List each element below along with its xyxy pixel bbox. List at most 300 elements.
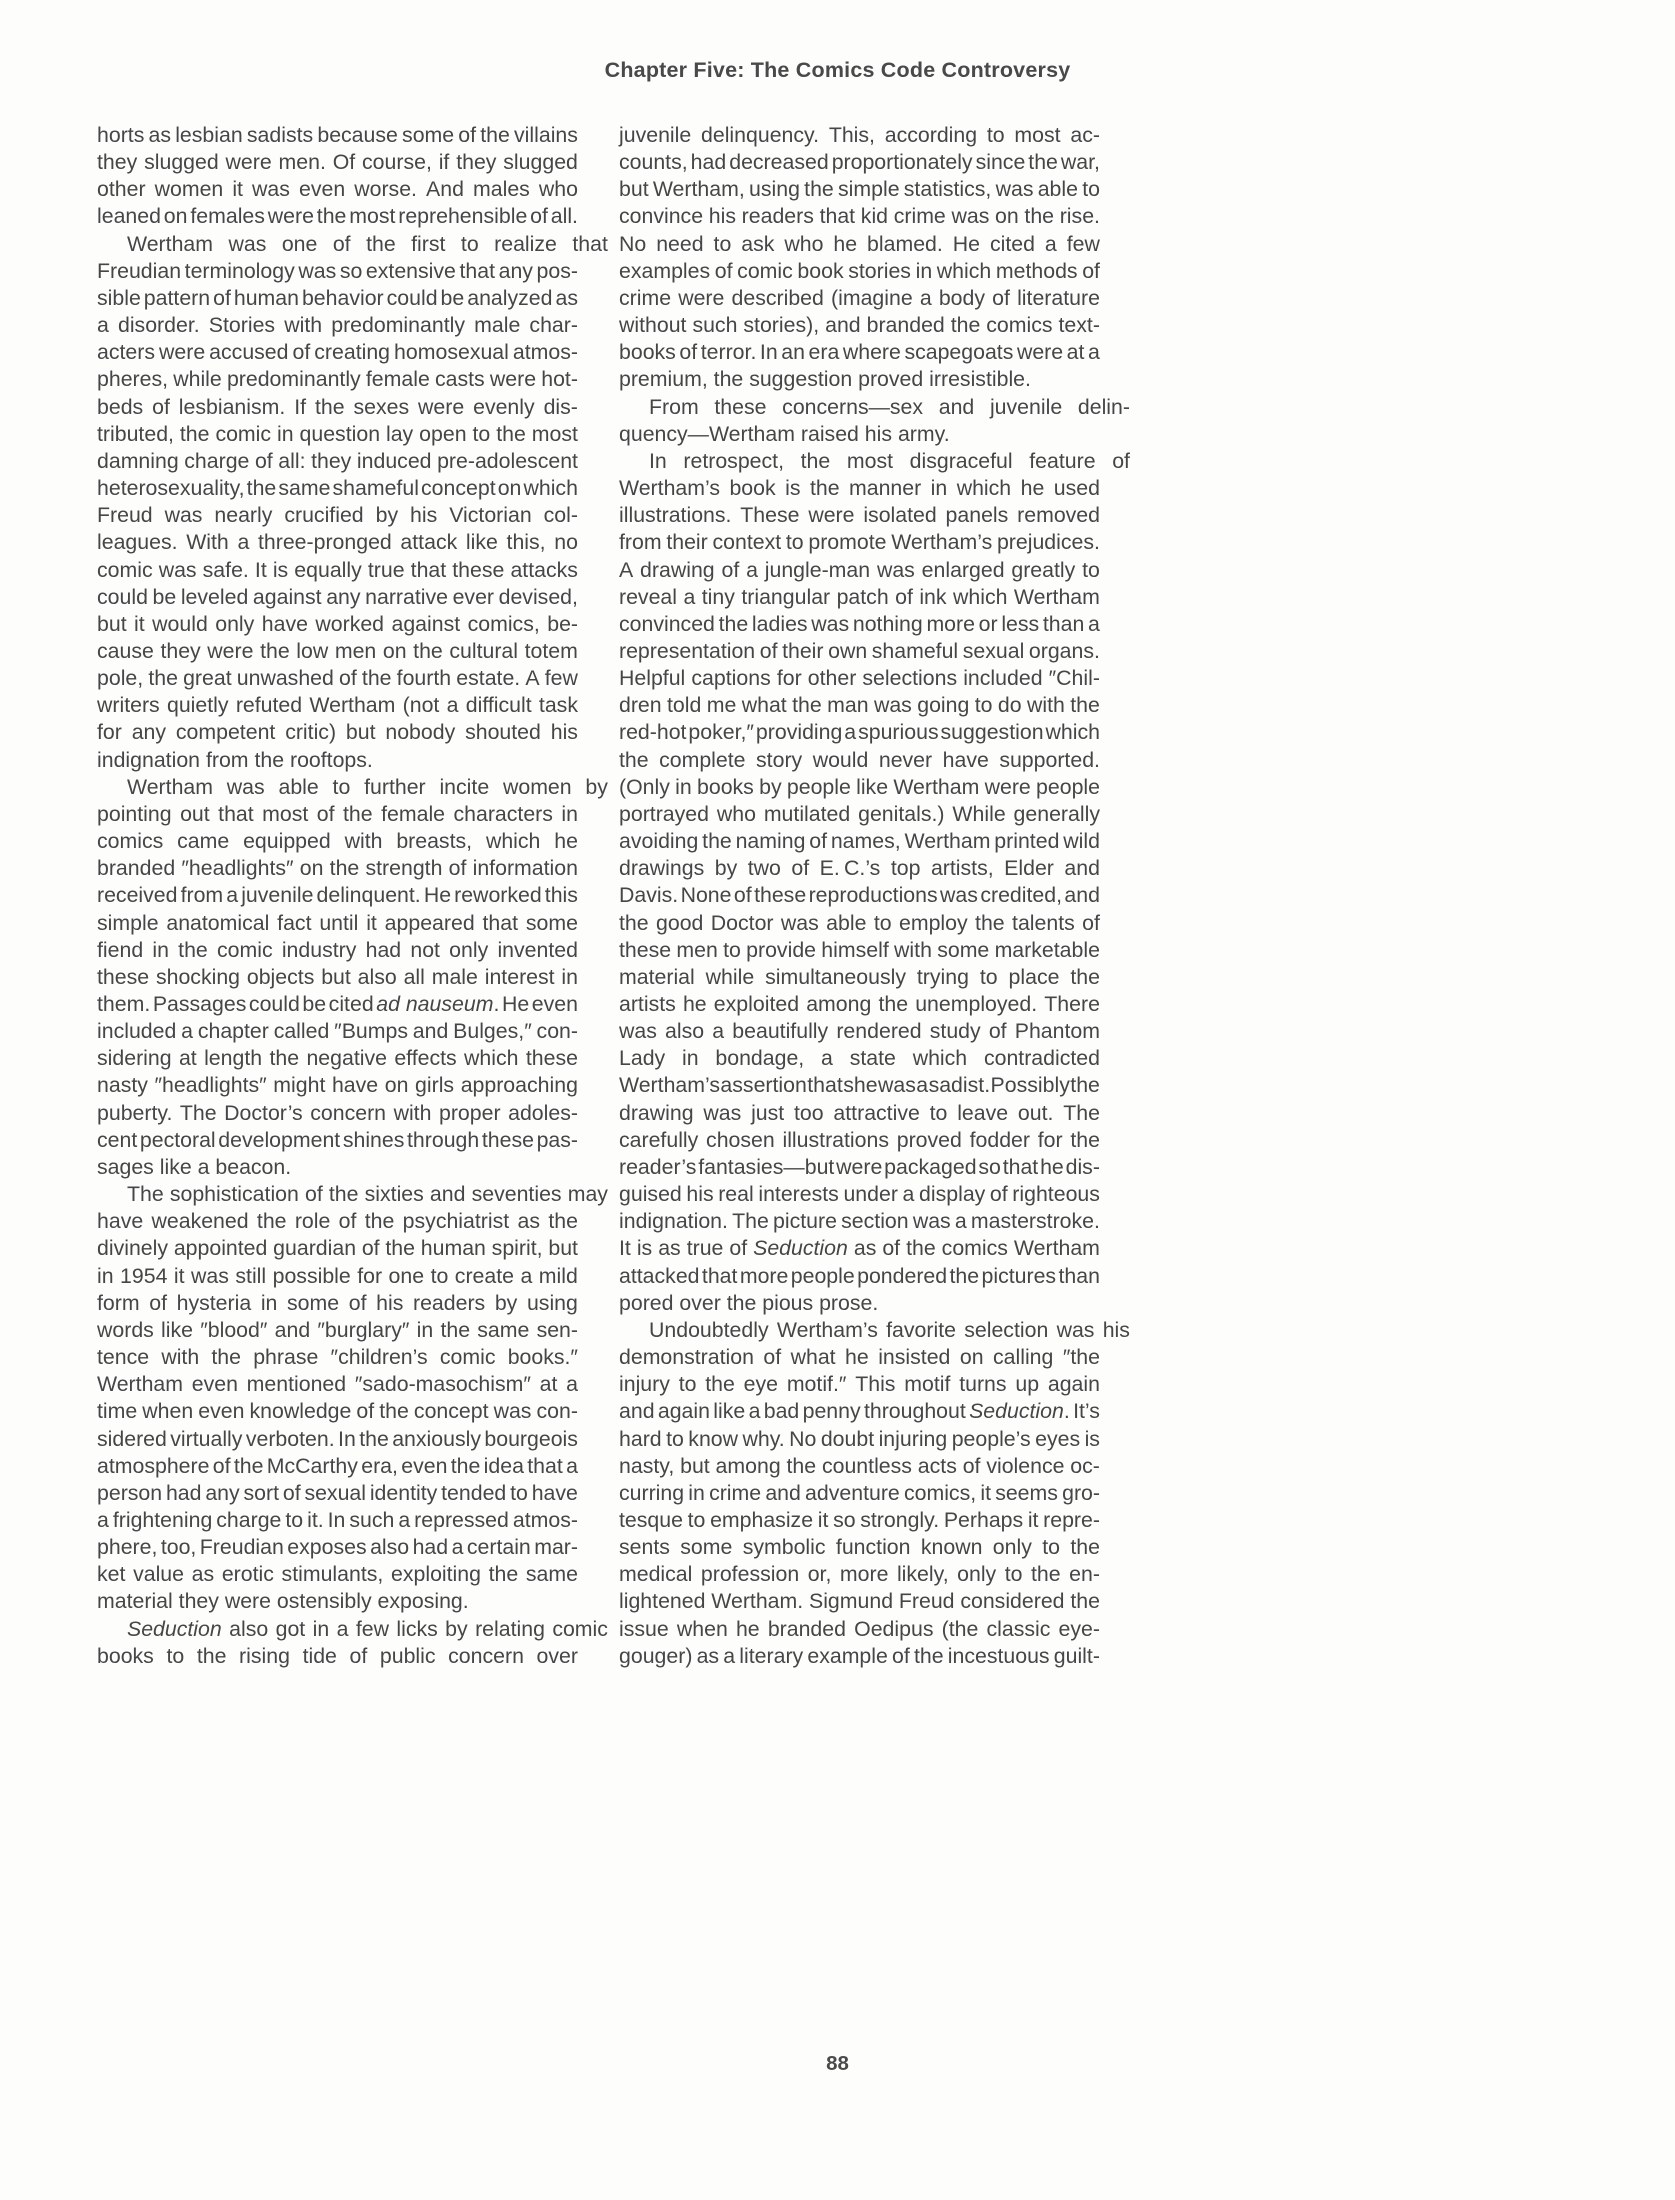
text-word: pondered (857, 1263, 948, 1288)
text-word: too, (160, 1535, 197, 1560)
text-word: juvenile (241, 883, 314, 908)
text-word: Elder (1004, 856, 1054, 881)
text-word: methods (995, 258, 1078, 283)
text-word: illustrations. (619, 503, 732, 528)
text-word: was (873, 693, 912, 718)
text-word: slugged (503, 150, 578, 175)
text-word: predominantly (331, 313, 465, 338)
text-word: sophistication (169, 1182, 299, 1207)
text-word: against (252, 584, 322, 609)
text-word: reader’s (619, 1154, 697, 1179)
text-word: Wertham. (711, 1589, 804, 1614)
text-word: wild (1063, 829, 1100, 854)
text-word: (the (941, 1616, 979, 1641)
text-word: a (336, 1616, 349, 1641)
text-word: just (751, 1100, 785, 1125)
text-word: juvenile (619, 123, 692, 147)
text-line (619, 502, 1100, 529)
text-word: crime (619, 285, 672, 310)
text-word: motif (904, 1372, 951, 1397)
text-word: to (873, 910, 892, 935)
text-line (97, 1235, 578, 1262)
text-word: of (332, 231, 351, 256)
text-word: The (732, 1209, 769, 1234)
text-line (97, 475, 578, 502)
text-word: attacked (619, 1263, 700, 1288)
text-word: hysteria (176, 1290, 252, 1315)
text-word: story (756, 747, 803, 772)
text-word: drawing (619, 1100, 694, 1125)
text-word: a (748, 1399, 761, 1424)
text-word: of (348, 1290, 367, 1315)
text-word: against (391, 611, 461, 636)
text-word: profession (700, 1562, 800, 1587)
text-word: red-hot (619, 720, 687, 745)
text-word: was (703, 1100, 742, 1125)
text-word: branded (767, 1616, 846, 1641)
text-word: other (807, 666, 857, 691)
text-word: the (385, 1236, 415, 1261)
text-word: concept (421, 476, 496, 501)
text-word: the (480, 123, 510, 147)
text-word: indignation. (619, 1209, 728, 1234)
text-word: Wertham (893, 774, 980, 799)
text-word: the (548, 1209, 578, 1234)
text-word: was (995, 177, 1034, 202)
text-word: his (708, 204, 736, 229)
text-word: could (386, 285, 438, 310)
text-line (97, 638, 578, 665)
text-word: great (183, 666, 232, 691)
text-word: own (828, 638, 868, 663)
text-word: frightening (112, 1507, 213, 1532)
text-line (97, 557, 578, 584)
text-word: me (706, 693, 737, 718)
text-word: motif.″ (786, 1372, 847, 1397)
text-word: might (273, 1073, 326, 1098)
text-word: ″Chil- (1048, 666, 1100, 691)
text-word: comic (216, 937, 273, 962)
text-word: from (619, 530, 662, 555)
text-word: first (411, 231, 446, 256)
text-line (97, 149, 578, 176)
text-word: gouger) (619, 1643, 693, 1668)
text-word: the (413, 638, 443, 663)
text-word: Victorian (449, 503, 532, 528)
text-word: refuted (235, 693, 303, 718)
text-word: few (355, 1616, 389, 1641)
text-line (97, 285, 578, 312)
text-word: of (458, 123, 477, 147)
text-word: among (715, 1453, 781, 1478)
text-word: isolated (863, 503, 937, 528)
text-word: context (712, 530, 782, 555)
text-word: crucified (284, 503, 364, 528)
text-word: a (566, 1453, 578, 1478)
text-word: the (1028, 150, 1058, 175)
text-word: where (842, 340, 901, 365)
text-word: pheres, (97, 367, 169, 392)
text-line (619, 1534, 1100, 1561)
text-word: on (163, 204, 188, 229)
text-word: of (1082, 258, 1100, 283)
text-word: adventure (805, 1480, 900, 1505)
text-word: E. C.’s (819, 856, 881, 881)
text-word: the (1070, 693, 1100, 718)
text-word: to (1082, 557, 1100, 582)
text-word: that (459, 258, 496, 283)
text-word: artists, (930, 856, 994, 881)
text-word: fact (277, 910, 312, 935)
text-word: competent (175, 720, 276, 745)
text-word: bourgeois (484, 1426, 578, 1451)
text-word: sort (243, 1480, 280, 1505)
text-word: phere, (97, 1535, 158, 1560)
text-word: beds (97, 394, 144, 419)
text-line (97, 1263, 578, 1290)
text-word: need (656, 231, 704, 256)
text-word: was (619, 1019, 657, 1044)
text-word: to (430, 1263, 449, 1288)
text-word: as (517, 1209, 540, 1234)
text-word: of (338, 1209, 357, 1234)
text-word: a (954, 1209, 967, 1234)
text-word: of (349, 1643, 368, 1668)
text-word: approaching (460, 1073, 578, 1098)
text-word: until (319, 910, 359, 935)
text-word: divinely (97, 1236, 169, 1261)
text-word: selections (862, 666, 958, 691)
text-word: bad (763, 1399, 800, 1424)
text-word: to (687, 1507, 706, 1532)
text-word: by (445, 1616, 468, 1641)
text-word: guardian (273, 1236, 357, 1261)
text-line (619, 1181, 1100, 1208)
text-word: sible (97, 285, 141, 310)
text-word: the (148, 666, 178, 691)
text-word: some (937, 937, 990, 962)
text-word: people (790, 1263, 855, 1288)
text-word: the (906, 1236, 936, 1261)
text-word: the (1031, 1562, 1061, 1587)
text-word: a (226, 883, 239, 908)
text-word: nobody (385, 720, 456, 745)
text-word: who (716, 801, 756, 826)
text-word: avoiding (619, 829, 699, 854)
text-word: of (282, 1480, 301, 1505)
text-word: in (561, 801, 578, 826)
text-word: pored over the pious prose. (619, 1290, 879, 1315)
text-line (619, 1616, 1100, 1643)
text-word: panels (945, 503, 1009, 528)
text-word: most (1014, 123, 1061, 147)
text-word: be- (547, 611, 578, 636)
text-word: was (951, 204, 990, 229)
text-word: guised (619, 1182, 682, 1207)
text-word: the (1024, 204, 1055, 229)
text-word: that (482, 910, 519, 935)
text-word: that (819, 204, 856, 229)
text-word: as (555, 285, 578, 310)
text-word: a (520, 1263, 533, 1288)
text-word: that (410, 557, 447, 582)
text-word: ″children’s (330, 1345, 428, 1370)
text-word: lay (385, 421, 414, 446)
text-word: could (248, 992, 300, 1016)
text-word: only (449, 937, 489, 962)
text-word: most (262, 801, 309, 826)
text-word: writers (97, 693, 160, 718)
text-word: stories (848, 258, 911, 283)
text-line (97, 1045, 578, 1072)
text-word: devised, (498, 584, 578, 609)
text-word: crime (709, 1480, 762, 1505)
text-word: pos- (536, 258, 578, 283)
text-word: still (235, 1263, 267, 1288)
text-word: representation (619, 638, 756, 663)
text-word: material they were ostensibly exposing. (97, 1589, 469, 1614)
text-word: eyes (1035, 1426, 1081, 1451)
text-word: horts (97, 123, 145, 147)
text-word: Freud (898, 1589, 955, 1614)
text-line (619, 638, 1100, 665)
text-word: injury (619, 1372, 670, 1397)
text-word: extensive (365, 258, 456, 283)
text-word: more (739, 1263, 789, 1288)
text-word: concern (310, 1100, 387, 1125)
text-line (619, 719, 1100, 746)
text-word: were (225, 150, 272, 175)
text-word: of (729, 1236, 748, 1261)
text-word: selection (964, 1317, 1049, 1342)
text-word: assertion (720, 1073, 807, 1098)
text-word: convinced (619, 611, 715, 636)
text-word: have (261, 611, 308, 636)
text-line (97, 611, 578, 638)
text-word: tributed, (97, 421, 174, 446)
text-word: war, (1060, 150, 1100, 175)
text-word: to (285, 1507, 304, 1532)
text-word: behavior (301, 285, 384, 310)
text-word: books.″ (507, 1345, 578, 1370)
text-word: the (496, 421, 526, 446)
text-word: seventies (471, 1182, 562, 1207)
text-line (619, 1398, 1100, 1425)
text-word: Wertham’s (776, 1317, 878, 1342)
text-line (619, 122, 1100, 149)
text-word: when (142, 1399, 194, 1424)
text-word: reprehensible (398, 204, 528, 229)
text-word: of (213, 285, 231, 310)
text-word: carefully (619, 1127, 699, 1152)
text-word: person (97, 1480, 163, 1505)
text-word: crime (893, 204, 946, 229)
text-word: No (789, 1426, 817, 1451)
text-word: on (384, 1073, 409, 1098)
text-word: cited (328, 992, 374, 1016)
text-word: he (845, 1345, 869, 1370)
text-word: that (527, 1453, 563, 1478)
text-word: at (539, 1372, 558, 1397)
text-word: a (746, 557, 758, 582)
text-word: It (254, 557, 267, 582)
text-word: a (683, 584, 696, 609)
text-word: prejudices. (996, 530, 1100, 555)
text-word: the (196, 1643, 227, 1668)
text-word: had (412, 1535, 449, 1560)
text-word: described (731, 285, 824, 310)
text-word: the (361, 666, 392, 691)
text-word: these (525, 1046, 578, 1071)
text-word: 1954 (120, 1263, 168, 1288)
text-word: would (812, 747, 869, 772)
text-word: was (226, 774, 265, 799)
text-word: was (228, 231, 267, 256)
text-word: all. (550, 204, 578, 229)
text-word: without (619, 313, 687, 338)
text-word: of (339, 666, 357, 691)
text-word: The (179, 1100, 217, 1125)
text-word: sadist. (928, 1073, 991, 1098)
text-word: like (161, 1317, 193, 1342)
text-word: comic (97, 557, 153, 582)
text-word: and (1064, 856, 1100, 881)
text-line (619, 312, 1100, 339)
text-word: disgraceful (909, 448, 1013, 473)
text-word: atmos- (512, 340, 578, 365)
text-word: books (619, 340, 676, 365)
text-word: comic (439, 1345, 496, 1370)
text-word: sexes (353, 394, 410, 419)
text-word: even (198, 1399, 245, 1424)
text-word: open (419, 421, 467, 446)
text-word: used (1053, 476, 1100, 501)
text-word: ink (919, 584, 947, 609)
text-word: to (460, 231, 479, 256)
text-word: the (328, 1182, 359, 1207)
text-line (619, 1453, 1100, 1480)
text-word: according (884, 123, 978, 147)
text-word: Undoubtedly (649, 1317, 769, 1342)
text-word: heterosexuality, (97, 476, 245, 501)
text-word: terminology (184, 258, 295, 283)
text-word: of (1112, 448, 1130, 473)
text-line (97, 801, 578, 828)
text-word: sidered (97, 1426, 167, 1451)
text-word: dren (619, 693, 662, 718)
text-word: accused (209, 340, 289, 365)
text-word: delinquency. (701, 123, 820, 147)
text-word: is (1084, 1426, 1100, 1451)
text-word: value (133, 1562, 184, 1587)
text-word: had (690, 150, 727, 175)
text-word: reveal (619, 584, 678, 609)
text-word: strongly. (860, 1507, 940, 1532)
text-word: the (619, 910, 649, 935)
text-word: by (494, 1290, 518, 1315)
text-word: a (237, 530, 250, 555)
text-word: fourth (396, 666, 452, 691)
text-word: if (438, 150, 450, 175)
text-word: these (452, 557, 505, 582)
text-word: picture (773, 1209, 837, 1234)
text-word: of (305, 1182, 323, 1207)
text-word: which (956, 476, 1012, 501)
text-word: that (807, 1073, 843, 1098)
text-word: the (619, 747, 649, 772)
text-word: provide (746, 937, 817, 962)
text-line (97, 394, 578, 421)
text-word: disorder. (117, 313, 200, 338)
text-word: again (657, 1399, 710, 1424)
text-word: genitals.) (858, 801, 945, 826)
text-word: by (714, 856, 738, 881)
text-word: quency—Wertham raised his army. (619, 421, 950, 446)
text-word: tence (97, 1345, 150, 1370)
text-word: girls (415, 1073, 455, 1098)
text-line (619, 1507, 1100, 1534)
text-word: to (713, 231, 732, 256)
text-word: in (277, 421, 294, 446)
text-word: of (530, 204, 548, 229)
text-word: chapter (197, 1019, 269, 1044)
text-line (619, 1317, 1130, 1344)
text-line (97, 1344, 578, 1371)
text-line (97, 1398, 578, 1425)
text-word: would (152, 611, 208, 636)
text-word: told (667, 693, 702, 718)
text-word: drawings (619, 856, 705, 881)
text-word: the (950, 313, 981, 338)
text-word: penny (802, 1399, 861, 1424)
text-word: so (833, 1507, 856, 1532)
text-word: anxiously (392, 1426, 481, 1451)
text-word: industry (281, 937, 357, 962)
text-word: the (314, 394, 345, 419)
text-word: female (381, 801, 446, 826)
text-word: who (784, 231, 824, 256)
text-line (97, 1290, 578, 1317)
text-word: he (1040, 1154, 1064, 1179)
text-word: symbolic (742, 1535, 826, 1560)
text-word: these (754, 883, 807, 908)
text-word: evenly (473, 394, 535, 419)
text-line (97, 366, 578, 393)
text-word: chosen (706, 1127, 775, 1152)
text-line (97, 1317, 578, 1344)
text-word: ac- (1070, 123, 1100, 147)
text-word: the (256, 1209, 287, 1234)
text-word: of (679, 340, 698, 365)
text-line (619, 1561, 1100, 1588)
text-word: Oedipus (854, 1616, 934, 1641)
text-word: it. (307, 1507, 324, 1532)
text-word: or, (807, 1562, 832, 1587)
text-word: relating (475, 1616, 545, 1641)
text-word: be (152, 584, 177, 609)
text-word: but (345, 720, 376, 745)
text-word: equipped (243, 829, 331, 854)
text-word: three-pronged (257, 530, 392, 555)
text-word: human (420, 1236, 486, 1261)
text-word: a (446, 693, 459, 718)
text-word: premium, the suggestion proved irresistible. (619, 367, 1031, 392)
text-word: equally (294, 557, 362, 582)
text-word: able (826, 910, 867, 935)
text-word: ″burglary″ (317, 1317, 410, 1342)
text-word: righteous (1012, 1182, 1100, 1207)
text-word: of (448, 856, 467, 881)
